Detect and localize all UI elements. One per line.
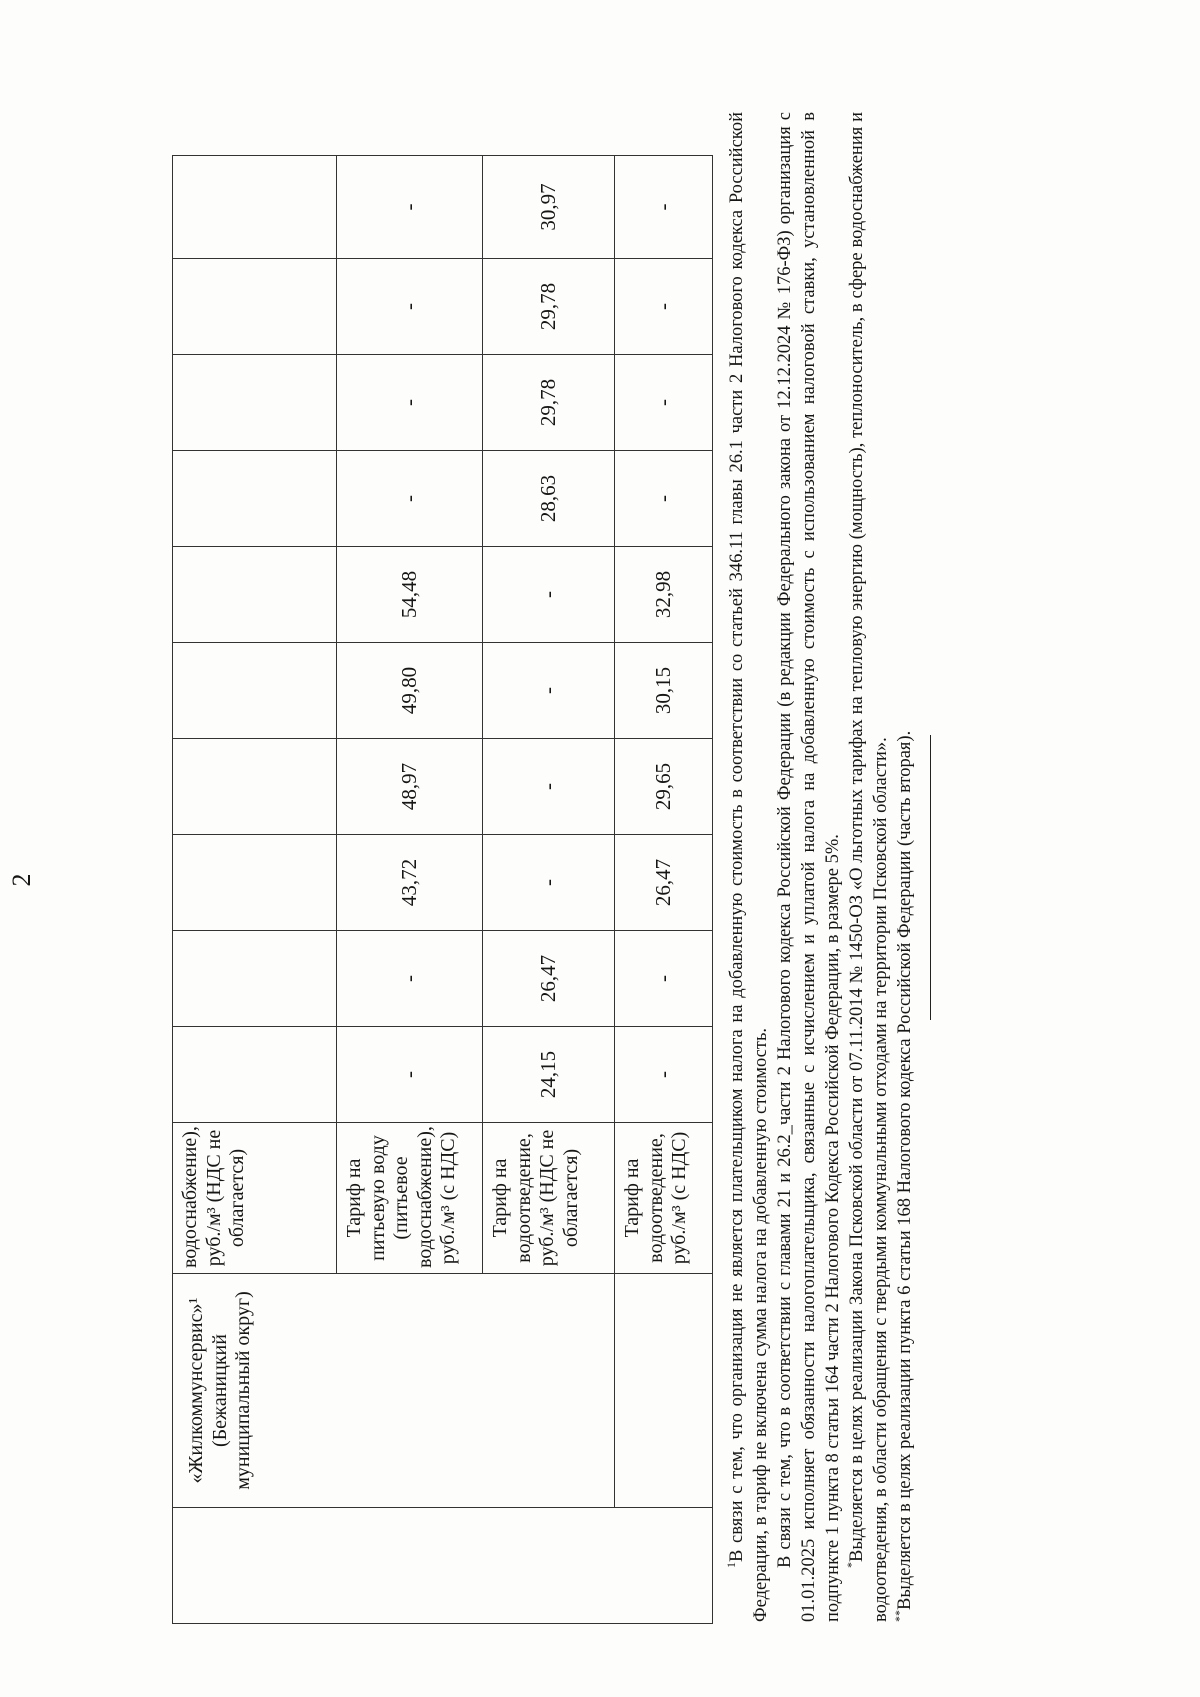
tariff-label: Тариф на водоотведение, руб./м³ (НДС не облагается) bbox=[483, 1123, 615, 1274]
table-cell: - bbox=[337, 259, 483, 355]
table-cell: 24,15 bbox=[483, 1027, 615, 1123]
footnote-1-mark: 1 bbox=[723, 1562, 738, 1568]
table-cell: - bbox=[337, 931, 483, 1027]
footnote-double-star-text: Выделяется в целях реализации пункта 6 статьи 168 Налогового кодекса Российской Федерации (часть вторая). bbox=[895, 730, 915, 1610]
table-cell: 29,78 bbox=[483, 259, 615, 355]
table-cell: 30,15 bbox=[615, 643, 713, 739]
footnote-star-mark: * bbox=[843, 1562, 858, 1568]
table-cell: 32,98 bbox=[615, 547, 713, 643]
table-cell bbox=[173, 835, 337, 931]
table-cell bbox=[173, 643, 337, 739]
footnote-1-text: В связи с тем, что организация не является плательщиком налога на добавленную стоимость в соответствии со статьей 346.11 главы 26.1 части 2 Налогового кодекса Российской Федерации, в тариф не включена сумма налога на добавленную стоимость. bbox=[727, 112, 771, 1622]
table-cell: 26,47 bbox=[615, 835, 713, 931]
row-number-cell bbox=[173, 1508, 713, 1624]
table-cell bbox=[173, 1027, 337, 1123]
table-cell bbox=[173, 259, 337, 355]
table-cell bbox=[173, 451, 337, 547]
organization-cell: «Жилкоммунсервис»¹ (Бежаницкий муниципальный округ) bbox=[173, 1274, 615, 1508]
table-cell: - bbox=[337, 1027, 483, 1123]
table-cell: 29,65 bbox=[615, 739, 713, 835]
table-cell: - bbox=[337, 355, 483, 451]
footnote-star-text: Выделяется в целях реализации Закона Псковской области от 07.11.2014 № 1450-ОЗ «О льготных тарифах на тепловую энергию (мощность), теплоноситель, в сфере водоснабжения и водоотведения, в области обращения с твердыми коммунальными отходами на территории Псковской области». bbox=[847, 112, 891, 1622]
table-cell bbox=[173, 739, 337, 835]
table-cell: - bbox=[483, 835, 615, 931]
table-cell: - bbox=[615, 1027, 713, 1123]
table-row bbox=[173, 156, 337, 1624]
table-cell: 48,97 bbox=[337, 739, 483, 835]
rotated-page bbox=[0, 80, 1060, 1660]
table-cell: - bbox=[483, 643, 615, 739]
end-rule bbox=[930, 735, 931, 1020]
table-cell: - bbox=[615, 931, 713, 1027]
table-cell: 54,48 bbox=[337, 547, 483, 643]
table-row bbox=[615, 156, 713, 1624]
organization-cell bbox=[615, 1274, 713, 1508]
footnotes bbox=[725, 112, 917, 1622]
table-cell bbox=[173, 355, 337, 451]
tariff-label: водоснабжение), руб./м³ (НДС не облагается) bbox=[173, 1123, 337, 1274]
page-number: 2 bbox=[7, 873, 36, 887]
tariff-label: Тариф на питьевую воду (питьевое водоснабжение), руб./м³ (с НДС) bbox=[337, 1123, 483, 1274]
table-cell: - bbox=[615, 259, 713, 355]
footnote-star bbox=[845, 112, 893, 1622]
table-cell: - bbox=[615, 355, 713, 451]
table-cell: 43,72 bbox=[337, 835, 483, 931]
table-cell: - bbox=[483, 739, 615, 835]
table-cell: 26,47 bbox=[483, 931, 615, 1027]
table-cell: - bbox=[615, 451, 713, 547]
table-cell: 30,97 bbox=[483, 156, 615, 259]
table-cell: - bbox=[337, 156, 483, 259]
table-cell: 28,63 bbox=[483, 451, 615, 547]
tariff-label: Тариф на водоотведение, руб./м³ (с НДС) bbox=[615, 1123, 713, 1274]
table-cell: 29,78 bbox=[483, 355, 615, 451]
footnote-1-continued: В связи с тем, что в соответствии с главами 21 и 26.2_части 2 Налогового кодекса Российской Федерации (в редакции Федерального закона от 12.12.2024 № 176-ФЗ) организация с 01.01.2025 исполняет обязанности налогоплательщика, связанные с исчислением и уплатой налога на добавленную стоимость с использованием налоговой ставки, установленной в подпункте 1 пункта 8 статьи 164 части 2 Налогового Кодекса Российской Федерации, в размере 5%. bbox=[775, 112, 843, 1622]
table-cell bbox=[173, 931, 337, 1027]
footnote-1 bbox=[725, 112, 773, 1622]
table-cell: 49,80 bbox=[337, 643, 483, 739]
footnote-double-star bbox=[893, 112, 917, 1622]
table-cell: - bbox=[483, 547, 615, 643]
table-cell: - bbox=[337, 451, 483, 547]
footnote-double-star-mark: ** bbox=[891, 1610, 906, 1622]
table-cell bbox=[173, 547, 337, 643]
table-cell: - bbox=[615, 156, 713, 259]
tariff-table bbox=[172, 155, 713, 1624]
table-cell bbox=[173, 156, 337, 259]
